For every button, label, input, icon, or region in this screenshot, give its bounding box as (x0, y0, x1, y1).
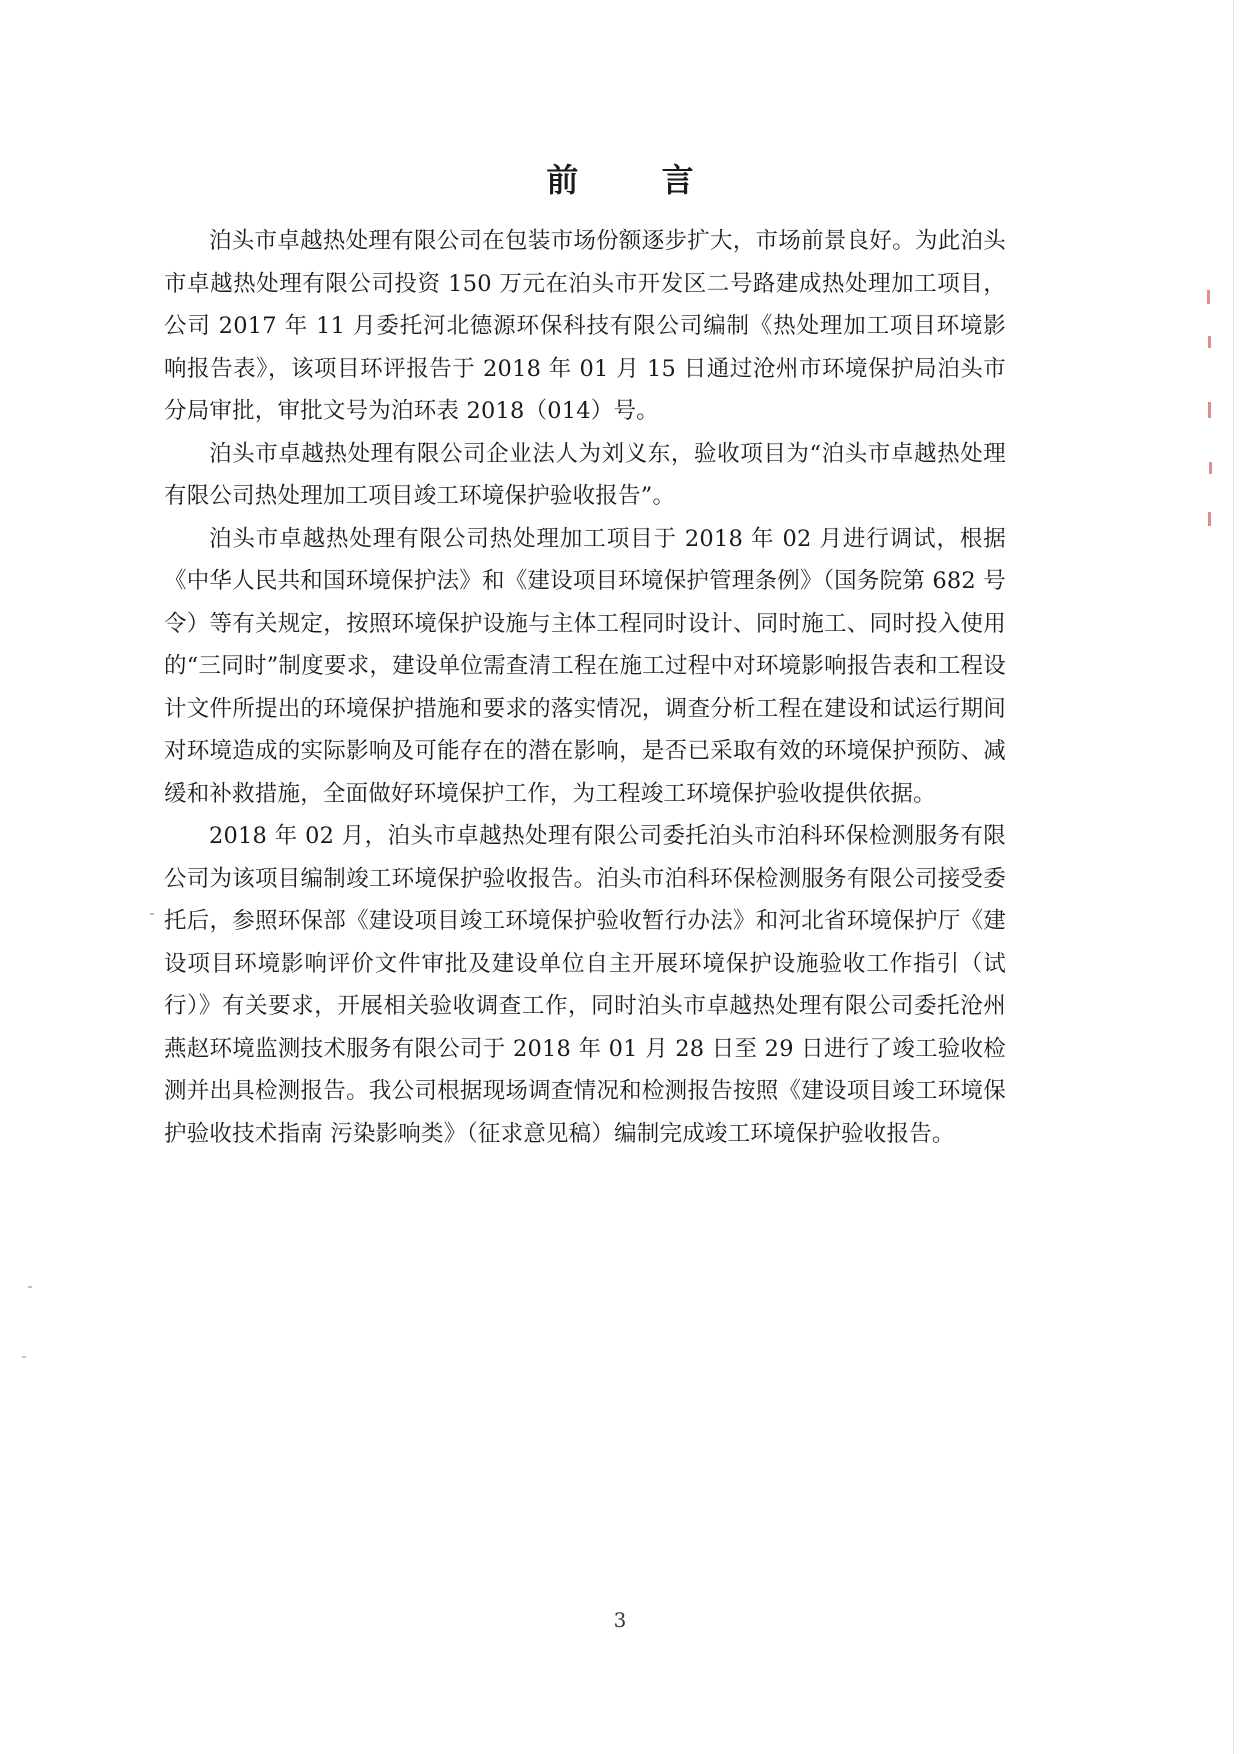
scan-speck (28, 1286, 32, 1288)
scan-speck (22, 1356, 26, 1358)
page-title: 前 言 (546, 161, 730, 199)
paragraph-acceptance-report: 2018 年 02 月，泊头市卓越热处理有限公司委托泊头市泊科环保检测服务有限公司为该项目编制竣工环境保护验收报告。泊头市泊科环保检测服务有限公司接受委托后，参照环保部《建设项目竣工环境保护验收暂行办法》和河北省环境保护厅《建设项目环境影响评价文件审批及建设单位自主开展环境保护设施验收工作指引（试行）》有关要求，开展相关验收调查工作，同时泊头市卓越热处理有限公司委托沧州燕赵环境监测技术服务有限公司于 2018 年 01 月 28 日至 29 日进行了竣工验收检测并出具检测报告。我公司根据现场调查情况和检测报告按照《建设项目竣工环境保护验收技术指南 污染影响类》（征求意见稿）编制完成竣工环境保护验收报告。 (164, 823, 1006, 1147)
scan-speck (150, 913, 154, 915)
page-number: 3 (613, 1608, 627, 1632)
paragraph-legal-person: 泊头市卓越热处理有限公司企业法人为刘义东，验收项目为“泊头市卓越热处理有限公司热处理加工项目竣工环境保护验收报告”。 (164, 440, 1006, 509)
paragraph-intro: 泊头市卓越热处理有限公司在包装市场份额逐步扩大，市场前景良好。为此泊头市卓越热处理有限公司投资 150 万元在泊头市开发区二号路建成热处理加工项目，公司 2017 年 11 月委托河北德源环保科技有限公司编制《热处理加工项目环境影响报告表》，该项目环评报告于 2018 年 01 月 15 日通过沧州市环境保护局泊头市分局审批，审批文号为泊环表 2018（014）号。 (164, 228, 1006, 424)
scan-mark (1209, 462, 1212, 474)
document-body (164, 220, 1006, 1155)
scan-edge (1233, 0, 1234, 1754)
scan-mark (1207, 290, 1210, 304)
scan-mark (1208, 402, 1211, 418)
scan-mark (1208, 512, 1211, 526)
paragraph-commissioning: 泊头市卓越热处理有限公司热处理加工项目于 2018 年 02 月进行调试，根据《中华人民共和国环境保护法》和《建设项目环境保护管理条例》（国务院第 682 号令）等有关规定，按照环境保护设施与主体工程同时设计、同时施工、同时投入使用的“三同时”制度要求，建设单位需查清工程在施工过程中对环境影响报告表和工程设计文件所提出的环境保护措施和要求的落实情况，调查分析工程在建设和试运行期间对环境造成的实际影响及可能存在的潜在影响，是否已采取有效的环境保护预防、减缓和补救措施，全面做好环境保护工作，为工程竣工环境保护验收提供依据。 (164, 525, 1006, 807)
scan-mark (1208, 336, 1211, 348)
